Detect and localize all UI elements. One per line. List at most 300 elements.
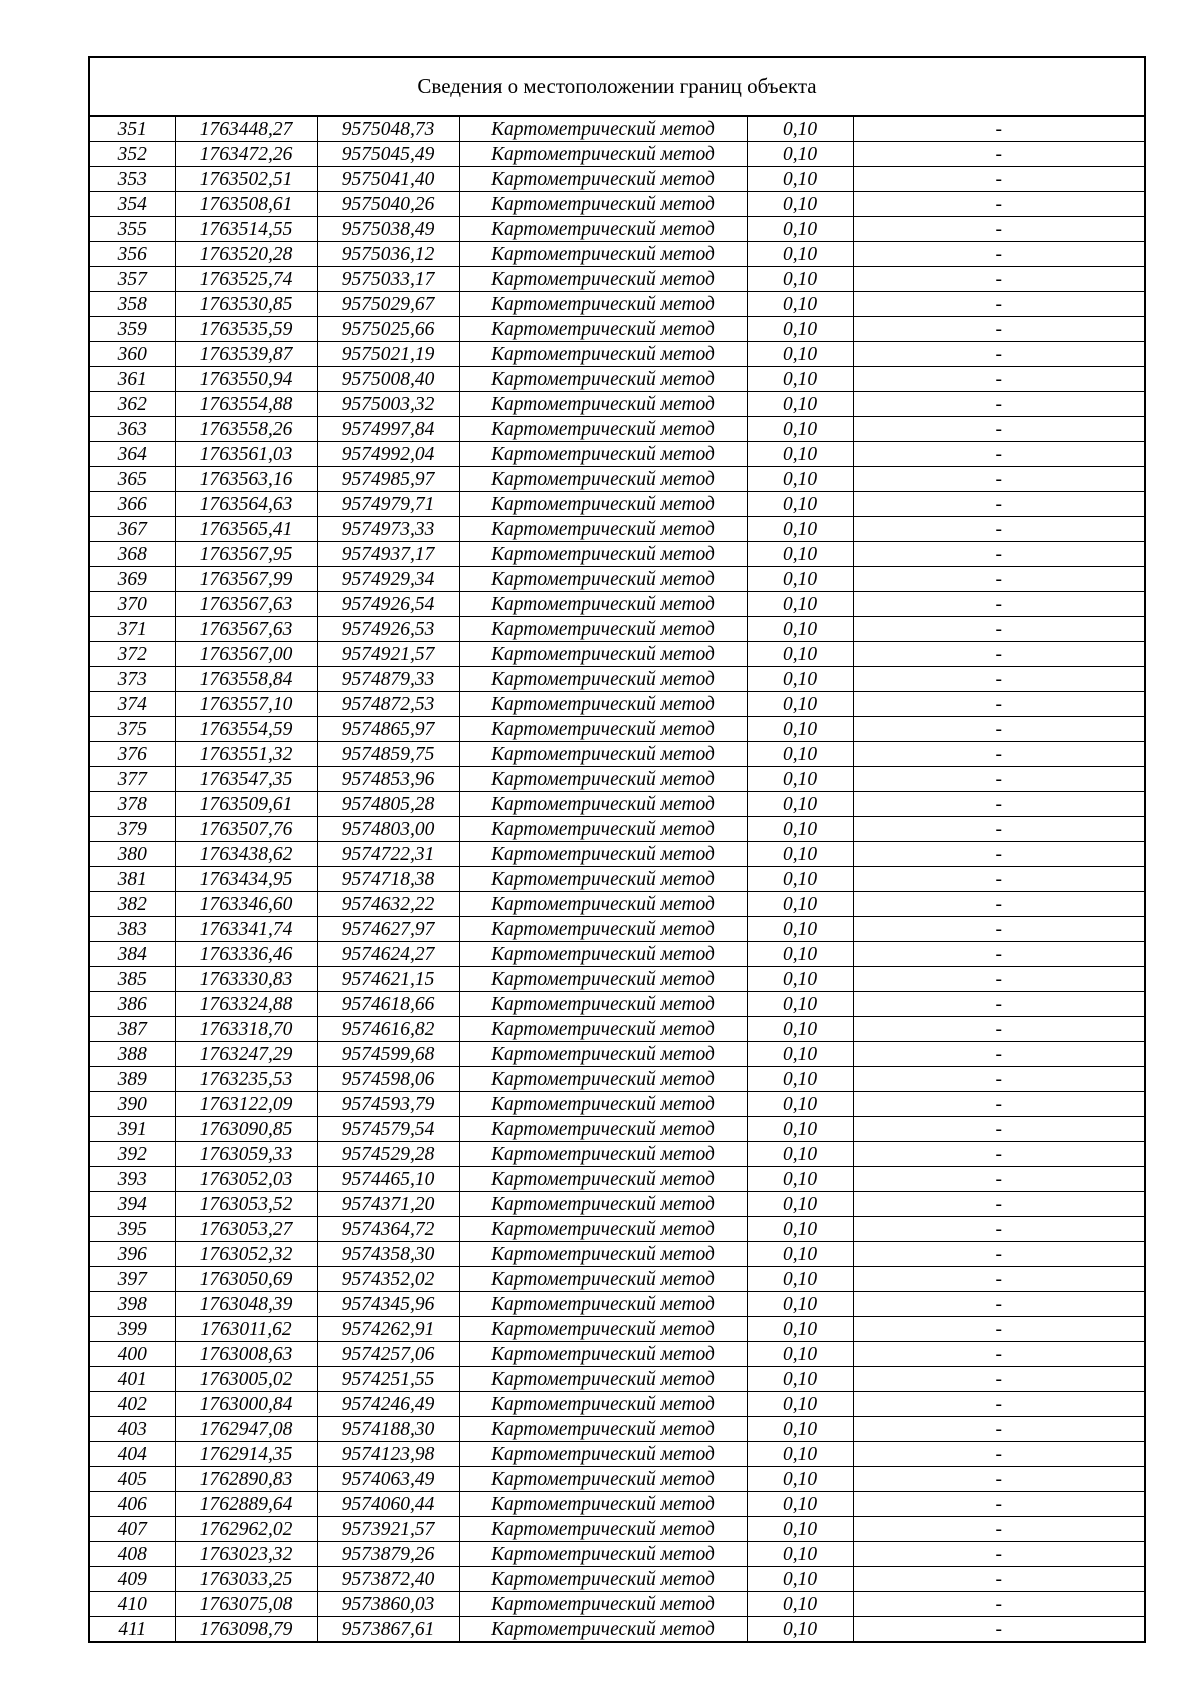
x-coordinate-cell: 1763565,41 xyxy=(175,517,317,542)
x-coordinate-cell: 1762889,64 xyxy=(175,1492,317,1517)
method-cell: Картометрический метод xyxy=(459,992,747,1017)
accuracy-cell: 0,10 xyxy=(747,1367,853,1392)
method-cell: Картометрический метод xyxy=(459,692,747,717)
accuracy-cell: 0,10 xyxy=(747,1167,853,1192)
table-row xyxy=(90,1592,1144,1617)
description-cell: - xyxy=(853,642,1144,667)
description-cell: - xyxy=(853,417,1144,442)
table-row xyxy=(90,617,1144,642)
table-row xyxy=(90,942,1144,967)
method-cell: Картометрический метод xyxy=(459,517,747,542)
accuracy-cell: 0,10 xyxy=(747,667,853,692)
description-cell: - xyxy=(853,992,1144,1017)
accuracy-cell: 0,10 xyxy=(747,1242,853,1267)
description-cell: - xyxy=(853,967,1144,992)
description-cell: - xyxy=(853,1267,1144,1292)
description-cell: - xyxy=(853,217,1144,242)
table-row xyxy=(90,1517,1144,1542)
point-number-cell: 375 xyxy=(90,717,175,742)
point-number-cell: 363 xyxy=(90,417,175,442)
y-coordinate-cell: 9574593,79 xyxy=(317,1092,459,1117)
accuracy-cell: 0,10 xyxy=(747,242,853,267)
description-cell: - xyxy=(853,467,1144,492)
point-number-cell: 392 xyxy=(90,1142,175,1167)
point-number-cell: 352 xyxy=(90,142,175,167)
x-coordinate-cell: 1763535,59 xyxy=(175,317,317,342)
point-number-cell: 404 xyxy=(90,1442,175,1467)
table-row xyxy=(90,1267,1144,1292)
method-cell: Картометрический метод xyxy=(459,1442,747,1467)
table-row xyxy=(90,1442,1144,1467)
accuracy-cell: 0,10 xyxy=(747,467,853,492)
accuracy-cell: 0,10 xyxy=(747,1517,853,1542)
table-row xyxy=(90,292,1144,317)
x-coordinate-cell: 1763530,85 xyxy=(175,292,317,317)
method-cell: Картометрический метод xyxy=(459,942,747,967)
x-coordinate-cell: 1763561,03 xyxy=(175,442,317,467)
table-row xyxy=(90,1367,1144,1392)
table-row xyxy=(90,117,1144,142)
point-number-cell: 410 xyxy=(90,1592,175,1617)
y-coordinate-cell: 9574598,06 xyxy=(317,1067,459,1092)
description-cell: - xyxy=(853,1542,1144,1567)
method-cell: Картометрический метод xyxy=(459,1417,747,1442)
accuracy-cell: 0,10 xyxy=(747,1142,853,1167)
method-cell: Картометрический метод xyxy=(459,1467,747,1492)
description-cell: - xyxy=(853,342,1144,367)
y-coordinate-cell: 9575036,12 xyxy=(317,242,459,267)
method-cell: Картометрический метод xyxy=(459,1092,747,1117)
accuracy-cell: 0,10 xyxy=(747,367,853,392)
description-cell: - xyxy=(853,1417,1144,1442)
y-coordinate-cell: 9575041,40 xyxy=(317,167,459,192)
point-number-cell: 411 xyxy=(90,1617,175,1642)
y-coordinate-cell: 9575038,49 xyxy=(317,217,459,242)
description-cell: - xyxy=(853,442,1144,467)
description-cell: - xyxy=(853,767,1144,792)
x-coordinate-cell: 1763567,63 xyxy=(175,617,317,642)
accuracy-cell: 0,10 xyxy=(747,767,853,792)
x-coordinate-cell: 1763509,61 xyxy=(175,792,317,817)
description-cell: - xyxy=(853,492,1144,517)
method-cell: Картометрический метод xyxy=(459,592,747,617)
table-row xyxy=(90,1342,1144,1367)
point-number-cell: 364 xyxy=(90,442,175,467)
method-cell: Картометрический метод xyxy=(459,1242,747,1267)
method-cell: Картометрический метод xyxy=(459,1192,747,1217)
point-number-cell: 366 xyxy=(90,492,175,517)
point-number-cell: 403 xyxy=(90,1417,175,1442)
y-coordinate-cell: 9575021,19 xyxy=(317,342,459,367)
point-number-cell: 388 xyxy=(90,1042,175,1067)
y-coordinate-cell: 9574872,53 xyxy=(317,692,459,717)
method-cell: Картометрический метод xyxy=(459,192,747,217)
method-cell: Картометрический метод xyxy=(459,1267,747,1292)
accuracy-cell: 0,10 xyxy=(747,517,853,542)
y-coordinate-cell: 9574627,97 xyxy=(317,917,459,942)
table-row xyxy=(90,1042,1144,1067)
accuracy-cell: 0,10 xyxy=(747,1017,853,1042)
x-coordinate-cell: 1763514,55 xyxy=(175,217,317,242)
x-coordinate-cell: 1763235,53 xyxy=(175,1067,317,1092)
x-coordinate-cell: 1763558,26 xyxy=(175,417,317,442)
table-row xyxy=(90,917,1144,942)
method-cell: Картометрический метод xyxy=(459,1292,747,1317)
point-number-cell: 359 xyxy=(90,317,175,342)
x-coordinate-cell: 1763564,63 xyxy=(175,492,317,517)
table-title: Сведения о местоположении границ объекта xyxy=(90,58,1144,117)
y-coordinate-cell: 9574358,30 xyxy=(317,1242,459,1267)
table-row xyxy=(90,1417,1144,1442)
accuracy-cell: 0,10 xyxy=(747,342,853,367)
table-row xyxy=(90,542,1144,567)
point-number-cell: 400 xyxy=(90,1342,175,1367)
point-number-cell: 376 xyxy=(90,742,175,767)
table-row xyxy=(90,592,1144,617)
x-coordinate-cell: 1763008,63 xyxy=(175,1342,317,1367)
point-number-cell: 361 xyxy=(90,367,175,392)
table-row xyxy=(90,1217,1144,1242)
table-row xyxy=(90,517,1144,542)
accuracy-cell: 0,10 xyxy=(747,1492,853,1517)
method-cell: Картометрический метод xyxy=(459,1317,747,1342)
accuracy-cell: 0,10 xyxy=(747,892,853,917)
description-cell: - xyxy=(853,1467,1144,1492)
y-coordinate-cell: 9574879,33 xyxy=(317,667,459,692)
description-cell: - xyxy=(853,892,1144,917)
method-cell: Картометрический метод xyxy=(459,617,747,642)
y-coordinate-cell: 9574262,91 xyxy=(317,1317,459,1342)
accuracy-cell: 0,10 xyxy=(747,567,853,592)
description-cell: - xyxy=(853,1192,1144,1217)
accuracy-cell: 0,10 xyxy=(747,1342,853,1367)
description-cell: - xyxy=(853,817,1144,842)
method-cell: Картометрический метод xyxy=(459,542,747,567)
x-coordinate-cell: 1763336,46 xyxy=(175,942,317,967)
method-cell: Картометрический метод xyxy=(459,1167,747,1192)
description-cell: - xyxy=(853,292,1144,317)
table-row xyxy=(90,192,1144,217)
method-cell: Картометрический метод xyxy=(459,842,747,867)
description-cell: - xyxy=(853,1442,1144,1467)
x-coordinate-cell: 1763558,84 xyxy=(175,667,317,692)
description-cell: - xyxy=(853,1017,1144,1042)
table-row xyxy=(90,992,1144,1017)
point-number-cell: 402 xyxy=(90,1392,175,1417)
method-cell: Картометрический метод xyxy=(459,1567,747,1592)
accuracy-cell: 0,10 xyxy=(747,1067,853,1092)
y-coordinate-cell: 9574364,72 xyxy=(317,1217,459,1242)
method-cell: Картометрический метод xyxy=(459,242,747,267)
y-coordinate-cell: 9574624,27 xyxy=(317,942,459,967)
y-coordinate-cell: 9574992,04 xyxy=(317,442,459,467)
x-coordinate-cell: 1762914,35 xyxy=(175,1442,317,1467)
point-number-cell: 398 xyxy=(90,1292,175,1317)
method-cell: Картометрический метод xyxy=(459,742,747,767)
x-coordinate-cell: 1763563,16 xyxy=(175,467,317,492)
x-coordinate-cell: 1763011,62 xyxy=(175,1317,317,1342)
point-number-cell: 391 xyxy=(90,1117,175,1142)
description-cell: - xyxy=(853,667,1144,692)
y-coordinate-cell: 9574853,96 xyxy=(317,767,459,792)
accuracy-cell: 0,10 xyxy=(747,967,853,992)
x-coordinate-cell: 1763324,88 xyxy=(175,992,317,1017)
point-number-cell: 377 xyxy=(90,767,175,792)
y-coordinate-cell: 9575033,17 xyxy=(317,267,459,292)
x-coordinate-cell: 1763346,60 xyxy=(175,892,317,917)
description-cell: - xyxy=(853,1317,1144,1342)
method-cell: Картометрический метод xyxy=(459,1117,747,1142)
description-cell: - xyxy=(853,267,1144,292)
accuracy-cell: 0,10 xyxy=(747,942,853,967)
point-number-cell: 399 xyxy=(90,1317,175,1342)
point-number-cell: 381 xyxy=(90,867,175,892)
point-number-cell: 408 xyxy=(90,1542,175,1567)
x-coordinate-cell: 1763525,74 xyxy=(175,267,317,292)
x-coordinate-cell: 1763000,84 xyxy=(175,1392,317,1417)
description-cell: - xyxy=(853,1367,1144,1392)
method-cell: Картометрический метод xyxy=(459,167,747,192)
accuracy-cell: 0,10 xyxy=(747,742,853,767)
method-cell: Картометрический метод xyxy=(459,567,747,592)
y-coordinate-cell: 9574616,82 xyxy=(317,1017,459,1042)
method-cell: Картометрический метод xyxy=(459,442,747,467)
point-number-cell: 378 xyxy=(90,792,175,817)
y-coordinate-cell: 9574859,75 xyxy=(317,742,459,767)
accuracy-cell: 0,10 xyxy=(747,992,853,1017)
accuracy-cell: 0,10 xyxy=(747,217,853,242)
point-number-cell: 351 xyxy=(90,117,175,142)
method-cell: Картометрический метод xyxy=(459,1142,747,1167)
point-number-cell: 394 xyxy=(90,1192,175,1217)
table-row xyxy=(90,367,1144,392)
x-coordinate-cell: 1763550,94 xyxy=(175,367,317,392)
description-cell: - xyxy=(853,317,1144,342)
table-row xyxy=(90,1567,1144,1592)
y-coordinate-cell: 9574805,28 xyxy=(317,792,459,817)
x-coordinate-cell: 1763052,03 xyxy=(175,1167,317,1192)
table-row xyxy=(90,817,1144,842)
x-coordinate-cell: 1763341,74 xyxy=(175,917,317,942)
method-cell: Картометрический метод xyxy=(459,1517,747,1542)
x-coordinate-cell: 1762962,02 xyxy=(175,1517,317,1542)
point-number-cell: 379 xyxy=(90,817,175,842)
x-coordinate-cell: 1763520,28 xyxy=(175,242,317,267)
point-number-cell: 356 xyxy=(90,242,175,267)
x-coordinate-cell: 1763547,35 xyxy=(175,767,317,792)
y-coordinate-cell: 9575025,66 xyxy=(317,317,459,342)
description-cell: - xyxy=(853,567,1144,592)
description-cell: - xyxy=(853,692,1144,717)
description-cell: - xyxy=(853,367,1144,392)
x-coordinate-cell: 1762947,08 xyxy=(175,1417,317,1442)
accuracy-cell: 0,10 xyxy=(747,1267,853,1292)
description-cell: - xyxy=(853,142,1144,167)
point-number-cell: 383 xyxy=(90,917,175,942)
y-coordinate-cell: 9573921,57 xyxy=(317,1517,459,1542)
description-cell: - xyxy=(853,1167,1144,1192)
x-coordinate-cell: 1763539,87 xyxy=(175,342,317,367)
accuracy-cell: 0,10 xyxy=(747,867,853,892)
table-row xyxy=(90,967,1144,992)
point-number-cell: 362 xyxy=(90,392,175,417)
y-coordinate-cell: 9574618,66 xyxy=(317,992,459,1017)
x-coordinate-cell: 1763551,32 xyxy=(175,742,317,767)
point-number-cell: 389 xyxy=(90,1067,175,1092)
y-coordinate-cell: 9574926,54 xyxy=(317,592,459,617)
x-coordinate-cell: 1763567,99 xyxy=(175,567,317,592)
accuracy-cell: 0,10 xyxy=(747,617,853,642)
x-coordinate-cell: 1763330,83 xyxy=(175,967,317,992)
y-coordinate-cell: 9574865,97 xyxy=(317,717,459,742)
y-coordinate-cell: 9574060,44 xyxy=(317,1492,459,1517)
y-coordinate-cell: 9574929,34 xyxy=(317,567,459,592)
description-cell: - xyxy=(853,1242,1144,1267)
description-cell: - xyxy=(853,167,1144,192)
method-cell: Картометрический метод xyxy=(459,817,747,842)
x-coordinate-cell: 1763508,61 xyxy=(175,192,317,217)
accuracy-cell: 0,10 xyxy=(747,1417,853,1442)
point-number-cell: 401 xyxy=(90,1367,175,1392)
method-cell: Картометрический метод xyxy=(459,792,747,817)
x-coordinate-cell: 1763122,09 xyxy=(175,1092,317,1117)
method-cell: Картометрический метод xyxy=(459,1542,747,1567)
method-cell: Картометрический метод xyxy=(459,367,747,392)
accuracy-cell: 0,10 xyxy=(747,917,853,942)
x-coordinate-cell: 1763075,08 xyxy=(175,1592,317,1617)
description-cell: - xyxy=(853,242,1144,267)
accuracy-cell: 0,10 xyxy=(747,1617,853,1642)
y-coordinate-cell: 9575003,32 xyxy=(317,392,459,417)
method-cell: Картометрический метод xyxy=(459,417,747,442)
point-number-cell: 393 xyxy=(90,1167,175,1192)
y-coordinate-cell: 9575008,40 xyxy=(317,367,459,392)
table-row xyxy=(90,1292,1144,1317)
point-number-cell: 353 xyxy=(90,167,175,192)
description-cell: - xyxy=(853,542,1144,567)
method-cell: Картометрический метод xyxy=(459,1367,747,1392)
accuracy-cell: 0,10 xyxy=(747,692,853,717)
point-number-cell: 382 xyxy=(90,892,175,917)
y-coordinate-cell: 9574926,53 xyxy=(317,617,459,642)
table-row xyxy=(90,217,1144,242)
x-coordinate-cell: 1763023,32 xyxy=(175,1542,317,1567)
y-coordinate-cell: 9574188,30 xyxy=(317,1417,459,1442)
table-row xyxy=(90,1192,1144,1217)
y-coordinate-cell: 9574257,06 xyxy=(317,1342,459,1367)
accuracy-cell: 0,10 xyxy=(747,1042,853,1067)
point-number-cell: 386 xyxy=(90,992,175,1017)
point-number-cell: 367 xyxy=(90,517,175,542)
y-coordinate-cell: 9574937,17 xyxy=(317,542,459,567)
accuracy-cell: 0,10 xyxy=(747,417,853,442)
table-row xyxy=(90,142,1144,167)
x-coordinate-cell: 1763554,88 xyxy=(175,392,317,417)
point-number-cell: 395 xyxy=(90,1217,175,1242)
description-cell: - xyxy=(853,1092,1144,1117)
y-coordinate-cell: 9575040,26 xyxy=(317,192,459,217)
x-coordinate-cell: 1763557,10 xyxy=(175,692,317,717)
table-row xyxy=(90,1067,1144,1092)
y-coordinate-cell: 9574973,33 xyxy=(317,517,459,542)
table-body xyxy=(90,117,1144,1641)
description-cell: - xyxy=(853,1517,1144,1542)
point-number-cell: 409 xyxy=(90,1567,175,1592)
y-coordinate-cell: 9574722,31 xyxy=(317,842,459,867)
y-coordinate-cell: 9574803,00 xyxy=(317,817,459,842)
point-number-cell: 360 xyxy=(90,342,175,367)
description-cell: - xyxy=(853,1567,1144,1592)
y-coordinate-cell: 9574921,57 xyxy=(317,642,459,667)
y-coordinate-cell: 9575048,73 xyxy=(317,117,459,142)
table-row xyxy=(90,242,1144,267)
method-cell: Картометрический метод xyxy=(459,117,747,142)
point-number-cell: 368 xyxy=(90,542,175,567)
point-number-cell: 372 xyxy=(90,642,175,667)
point-number-cell: 371 xyxy=(90,617,175,642)
table-row xyxy=(90,342,1144,367)
table-row xyxy=(90,1492,1144,1517)
accuracy-cell: 0,10 xyxy=(747,1542,853,1567)
point-number-cell: 406 xyxy=(90,1492,175,1517)
description-cell: - xyxy=(853,1592,1144,1617)
accuracy-cell: 0,10 xyxy=(747,1192,853,1217)
table-row xyxy=(90,742,1144,767)
point-number-cell: 370 xyxy=(90,592,175,617)
table-row xyxy=(90,1242,1144,1267)
accuracy-cell: 0,10 xyxy=(747,1117,853,1142)
table-row xyxy=(90,1142,1144,1167)
accuracy-cell: 0,10 xyxy=(747,1592,853,1617)
y-coordinate-cell: 9574371,20 xyxy=(317,1192,459,1217)
table-row xyxy=(90,317,1144,342)
table-row xyxy=(90,417,1144,442)
y-coordinate-cell: 9575029,67 xyxy=(317,292,459,317)
y-coordinate-cell: 9574529,28 xyxy=(317,1142,459,1167)
description-cell: - xyxy=(853,592,1144,617)
y-coordinate-cell: 9575045,49 xyxy=(317,142,459,167)
method-cell: Картометрический метод xyxy=(459,342,747,367)
accuracy-cell: 0,10 xyxy=(747,1217,853,1242)
table-row xyxy=(90,1467,1144,1492)
table-row xyxy=(90,842,1144,867)
accuracy-cell: 0,10 xyxy=(747,142,853,167)
x-coordinate-cell: 1763053,52 xyxy=(175,1192,317,1217)
accuracy-cell: 0,10 xyxy=(747,317,853,342)
table-row xyxy=(90,392,1144,417)
y-coordinate-cell: 9574246,49 xyxy=(317,1392,459,1417)
description-cell: - xyxy=(853,1342,1144,1367)
method-cell: Картометрический метод xyxy=(459,642,747,667)
boundary-table xyxy=(88,56,1146,1643)
table-row xyxy=(90,692,1144,717)
y-coordinate-cell: 9573860,03 xyxy=(317,1592,459,1617)
point-number-cell: 369 xyxy=(90,567,175,592)
x-coordinate-cell: 1763090,85 xyxy=(175,1117,317,1142)
y-coordinate-cell: 9574979,71 xyxy=(317,492,459,517)
method-cell: Картометрический метод xyxy=(459,1617,747,1642)
accuracy-cell: 0,10 xyxy=(747,1442,853,1467)
x-coordinate-cell: 1763052,32 xyxy=(175,1242,317,1267)
method-cell: Картометрический метод xyxy=(459,1492,747,1517)
point-number-cell: 373 xyxy=(90,667,175,692)
description-cell: - xyxy=(853,867,1144,892)
accuracy-cell: 0,10 xyxy=(747,1392,853,1417)
accuracy-cell: 0,10 xyxy=(747,392,853,417)
table-row xyxy=(90,1117,1144,1142)
y-coordinate-cell: 9574123,98 xyxy=(317,1442,459,1467)
x-coordinate-cell: 1763434,95 xyxy=(175,867,317,892)
